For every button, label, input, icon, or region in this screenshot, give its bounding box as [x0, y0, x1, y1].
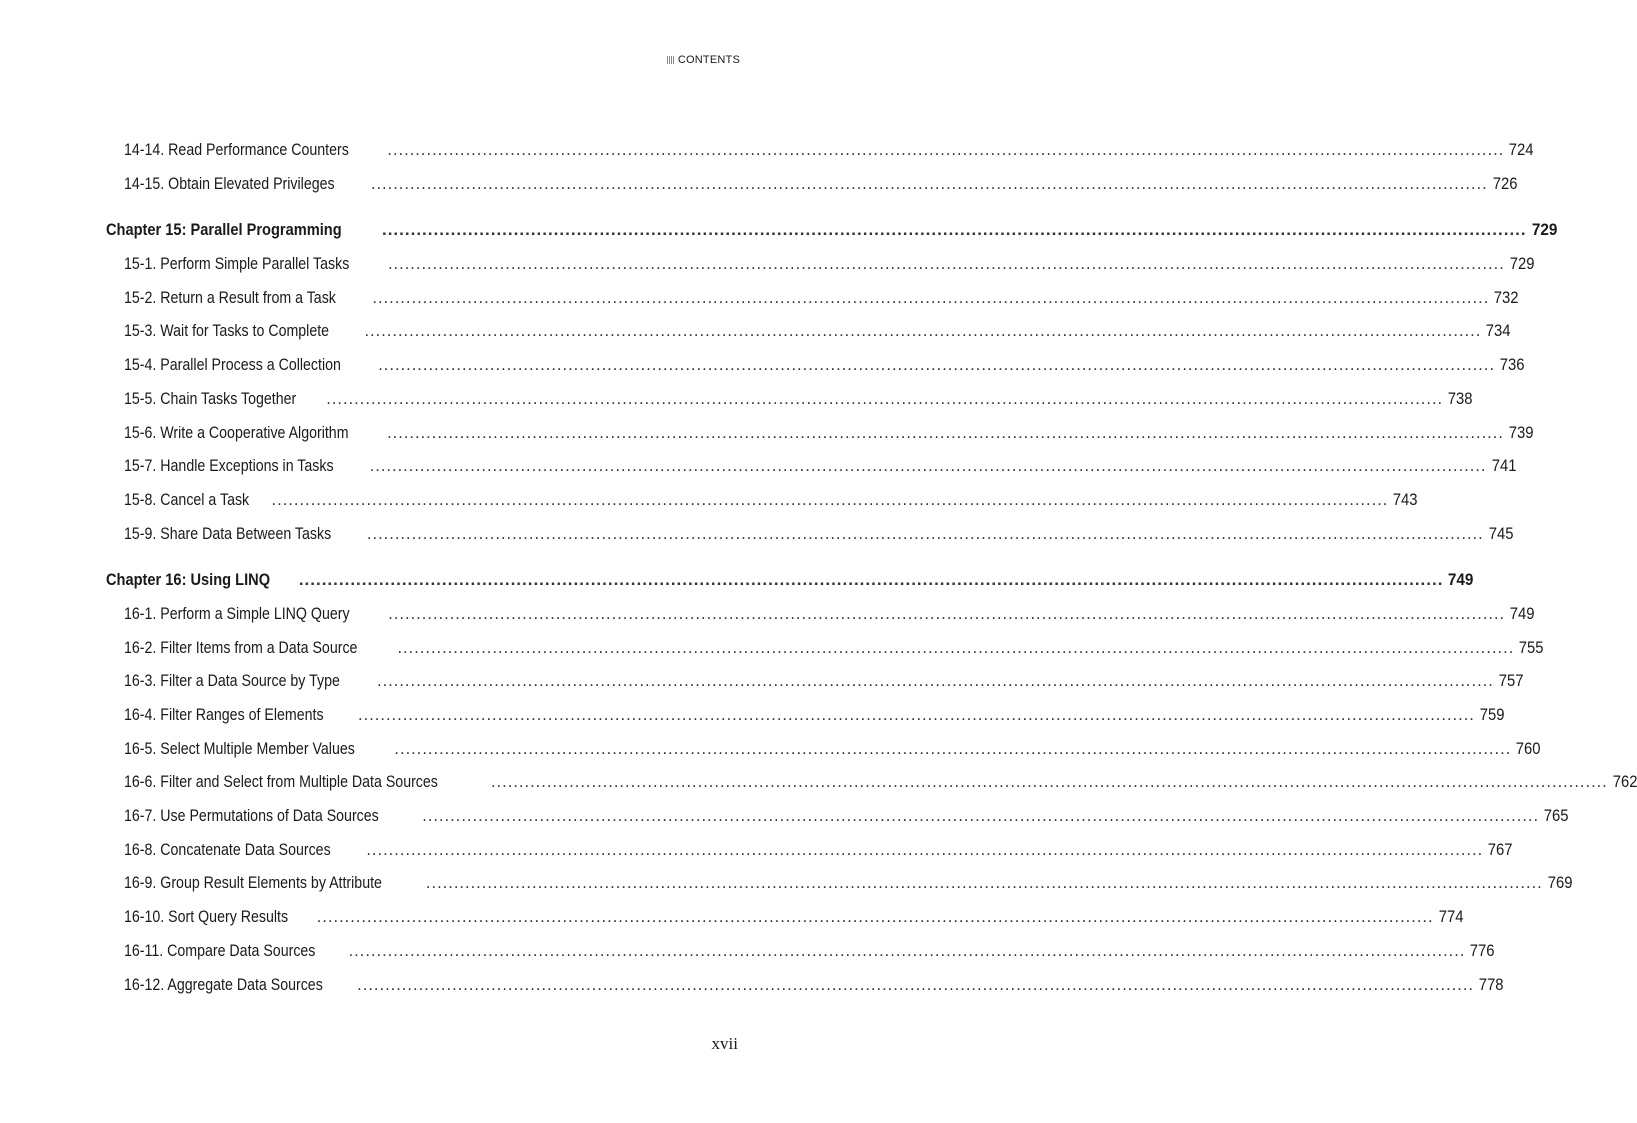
- leader-dots: ........................................................................................................................................................................................................: [372, 289, 1490, 307]
- toc-entry[interactable]: [124, 254, 1535, 274]
- toc-entry[interactable]: [124, 975, 1504, 995]
- toc-entry-page: 732: [1494, 289, 1519, 307]
- toc-entry-page: 759: [1479, 706, 1505, 724]
- toc-entry[interactable]: [124, 840, 1513, 860]
- toc-entry-title: 15-8. Cancel a Task: [124, 491, 250, 509]
- toc-entry-page: 749: [1509, 605, 1535, 623]
- toc-entry[interactable]: [124, 604, 1535, 624]
- leader-dots: ........................................................................................................................................................................................................: [491, 773, 1608, 791]
- toc-entry[interactable]: [124, 941, 1495, 961]
- toc-entry[interactable]: [124, 389, 1473, 409]
- toc-entry-page: 739: [1508, 424, 1534, 442]
- toc-entry[interactable]: [124, 873, 1573, 893]
- toc-entry-title: 15-2. Return a Result from a Task: [124, 289, 336, 307]
- toc-chapter-title: Chapter 16: Using LINQ: [106, 570, 271, 589]
- leader-dots: ........................................................................................................................................................................................................: [357, 976, 1475, 994]
- toc-entry-title: 16-4. Filter Ranges of Elements: [124, 706, 324, 724]
- toc-entry-page: 778: [1478, 976, 1504, 994]
- toc-chapter-page: 749: [1448, 570, 1474, 589]
- toc-entry-title: 16-7. Use Permutations of Data Sources: [124, 807, 379, 825]
- leader-dots: ........................................................................................................................................................................................................: [316, 908, 1434, 926]
- leader-dots: ........................................................................................................................................................................................................: [388, 605, 1506, 623]
- leader-dots: ........................................................................................................................................................................................................: [394, 740, 1512, 758]
- toc-entry-title: 16-2. Filter Items from a Data Source: [124, 639, 358, 657]
- toc-entry-title: 16-10. Sort Query Results: [124, 908, 289, 926]
- toc-entry[interactable]: [124, 140, 1534, 160]
- toc-entry-page: 762: [1612, 773, 1637, 791]
- running-head: [667, 54, 740, 66]
- toc-entry-page: 774: [1438, 908, 1464, 926]
- leader-dots: ........................................................................................................................................................................................................: [422, 807, 1540, 825]
- leader-dots: ........................................................................................................................................................................................................: [381, 220, 1527, 239]
- toc-entry[interactable]: [124, 423, 1534, 443]
- toc-entry-title: 15-1. Perform Simple Parallel Tasks: [124, 255, 350, 273]
- toc-entry-page: 755: [1519, 639, 1544, 657]
- toc-entry-title: 16-12. Aggregate Data Sources: [124, 976, 323, 994]
- toc-entry-title: 15-4. Parallel Process a Collection: [124, 356, 341, 374]
- toc-entry[interactable]: [124, 705, 1505, 725]
- toc-entry[interactable]: [124, 174, 1518, 194]
- toc-entry-page: 724: [1509, 141, 1534, 159]
- toc-entry[interactable]: [124, 355, 1525, 375]
- leader-dots: ........................................................................................................................................................................................................: [366, 525, 1484, 543]
- toc-chapter-title: Chapter 15: Parallel Programming: [106, 220, 342, 239]
- toc-entry-page: 745: [1488, 525, 1514, 543]
- toc-entry-title: 16-8. Concatenate Data Sources: [124, 841, 331, 859]
- running-head-label: CONTENTS: [677, 54, 740, 66]
- page-number: xvii: [711, 1034, 738, 1053]
- toc-entry-page: 757: [1498, 672, 1524, 690]
- toc-entry-page: 741: [1491, 457, 1517, 475]
- toc-chapter-page: 729: [1531, 220, 1557, 239]
- toc-entry[interactable]: [124, 739, 1541, 759]
- toc-entry[interactable]: [124, 772, 1637, 792]
- toc-entry-page: 738: [1447, 390, 1473, 408]
- toc-entry-title: 15-5. Chain Tasks Together: [124, 390, 297, 408]
- toc-entry-title: 15-9. Share Data Between Tasks: [124, 525, 332, 543]
- leader-dots: ........................................................................................................................................................................................................: [366, 841, 1484, 859]
- toc-entry-page: 760: [1516, 740, 1541, 758]
- toc-chapter-heading[interactable]: [104, 220, 1557, 240]
- toc-entry-page: 729: [1509, 255, 1535, 273]
- leader-dots: ........................................................................................................................................................................................................: [271, 491, 1389, 509]
- leader-dots: ........................................................................................................................................................................................................: [387, 255, 1505, 273]
- toc-entry-title: 15-6. Write a Cooperative Algorithm: [124, 424, 349, 442]
- toc-entry-page: 734: [1486, 322, 1511, 340]
- toc-entry-page: 726: [1492, 175, 1518, 193]
- toc-entry-title: 14-14. Read Performance Counters: [124, 141, 349, 159]
- leader-dots: ........................................................................................................................................................................................................: [378, 356, 1496, 374]
- toc-entry-page: 736: [1499, 356, 1525, 374]
- toc-entry-title: 16-9. Group Result Elements by Attribute: [124, 874, 382, 892]
- toc-entry[interactable]: [124, 524, 1514, 544]
- leader-dots: ........................................................................................................................................................................................................: [425, 874, 1543, 892]
- leader-dots: ........................................................................................................................................................................................................: [387, 424, 1504, 442]
- leader-dots: ........................................................................................................................................................................................................: [377, 672, 1494, 690]
- toc-entry-title: 16-1. Perform a Simple LINQ Query: [124, 605, 350, 623]
- toc-entry-title: 16-6. Filter and Select from Multiple Data Sources: [124, 773, 438, 791]
- toc-chapter-heading[interactable]: [104, 570, 1474, 590]
- toc-entry-title: 14-15. Obtain Elevated Privileges: [124, 175, 335, 193]
- leader-dots: ........................................................................................................................................................................................................: [397, 639, 1515, 657]
- toc-entry[interactable]: [124, 456, 1517, 476]
- leader-dots: ........................................................................................................................................................................................................: [358, 706, 1475, 724]
- toc-entry-title: 16-3. Filter a Data Source by Type: [124, 672, 340, 690]
- toc-entry-title: 16-5. Select Multiple Member Values: [124, 740, 355, 758]
- toc-entry-title: 15-7. Handle Exceptions in Tasks: [124, 457, 334, 475]
- toc-entry-title: 16-11. Compare Data Sources: [124, 942, 316, 960]
- toc-entry[interactable]: [124, 490, 1418, 510]
- toc-entry[interactable]: [124, 806, 1569, 826]
- toc-entry-title: 15-3. Wait for Tasks to Complete: [124, 322, 330, 340]
- leader-dots: ........................................................................................................................................................................................................: [364, 322, 1482, 340]
- toc-entry-page: 765: [1543, 807, 1569, 825]
- toc-entry-page: 767: [1487, 841, 1513, 859]
- toc-entry[interactable]: [124, 288, 1519, 308]
- toc-entry[interactable]: [124, 638, 1544, 658]
- leader-dots: ........................................................................................................................................................................................................: [369, 457, 1487, 475]
- toc-entry-page: 776: [1470, 942, 1495, 960]
- leader-dots: ........................................................................................................................................................................................................: [387, 141, 1505, 159]
- leader-dots: ........................................................................................................................................................................................................: [326, 390, 1444, 408]
- toc-entry-page: 743: [1393, 491, 1418, 509]
- toc-entry[interactable]: [124, 907, 1464, 927]
- toc-entry[interactable]: [124, 321, 1511, 341]
- toc-entry[interactable]: [124, 671, 1524, 691]
- leader-dots: ........................................................................................................................................................................................................: [298, 570, 1444, 589]
- leader-dots: ........................................................................................................................................................................................................: [370, 175, 1488, 193]
- section-bar-icon: [667, 56, 674, 64]
- toc-entry-page: 769: [1547, 874, 1573, 892]
- leader-dots: ........................................................................................................................................................................................................: [348, 942, 1466, 960]
